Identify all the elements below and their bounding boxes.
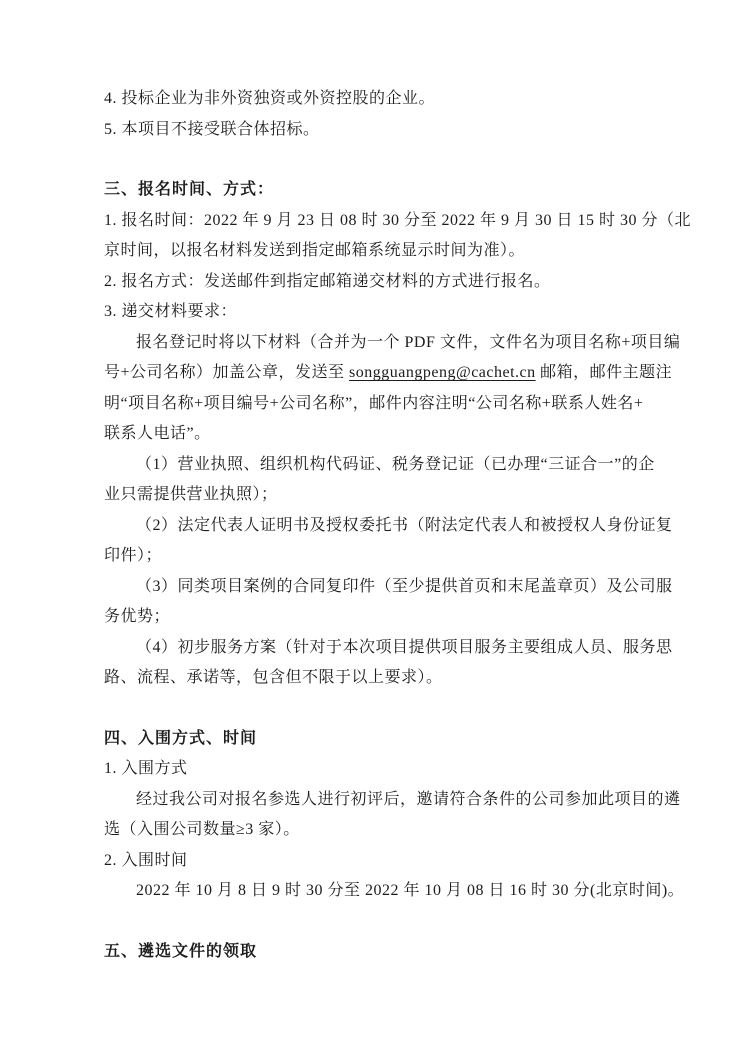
section-heading-5-document-collection: 五、遴选文件的领取 (104, 942, 258, 960)
document-content (104, 84, 692, 967)
registration-time-line-1: 1. 报名时间：2022 年 9 月 23 日 08 时 30 分至 2022 年 9 月 30 日 15 时 30 分（北 (104, 211, 692, 229)
material-item-2-line-2: 印件）； (104, 547, 163, 564)
materials-intro-line-2 (104, 358, 676, 389)
materials-intro-line-4: 联系人电话”。 (104, 425, 211, 442)
material-item-1-line-2: 业只需提供营业执照）； (104, 486, 278, 503)
section-heading-4-shortlist: 四、入围方式、时间 (104, 729, 258, 747)
registration-time-line-2: 京时间，以报名材料发送到指定邮箱系统显示时间为准）。 (104, 242, 526, 259)
condition-item-4: 4. 投标企业为非外资独资或外资控股的企业。 (104, 90, 436, 107)
shortlist-time-label: 2. 入围时间 (104, 851, 188, 869)
material-item-3-line-2: 务优势； (104, 608, 171, 625)
material-item-4-line-1: （4）初步服务方案（针对于本次项目提供项目服务主要组成人员、服务思 (136, 638, 673, 656)
materials-intro-line-3: 明“项目名称+项目编号+公司名称”，邮件内容注明“公司名称+联系人姓名+ (104, 394, 644, 412)
registration-method-line: 2. 报名方式：发送邮件到指定邮箱递交材料的方式进行报名。 (104, 272, 551, 290)
shortlist-method-line-1: 经过我公司对报名参选人进行初评后，邀请符合条件的公司参加此项目的遴 (136, 790, 681, 808)
shortlist-method-line-2: 选（入围公司数量≥3 家）。 (104, 821, 300, 838)
shortlist-time-line: 2022 年 10 月 8 日 9 时 30 分至 2022 年 10 月 08 日 16 时 30 分(北京时间)。 (136, 882, 685, 899)
email-link[interactable]: songguangpeng@cachet.cn (349, 364, 536, 381)
email-post-text: 邮箱，邮件主题注 (535, 364, 673, 381)
material-item-4-line-2: 路、流程、承诺等，包含但不限于以上要求）。 (104, 669, 443, 686)
materials-requirement-label: 3. 递交材料要求： (104, 303, 238, 320)
material-item-3-line-1: （3）同类项目案例的合同复印件（至少提供首页和末尾盖章页）及公司服 (136, 577, 673, 595)
section-heading-3-registration: 三、报名时间、方式： (104, 181, 275, 198)
condition-item-5: 5. 本项目不接受联合体招标。 (104, 120, 320, 138)
shortlist-method-label: 1. 入围方式 (104, 760, 188, 777)
material-item-1-line-1: （1）营业执照、组织机构代码证、税务登记证（已办理“三证合一”的企 (136, 455, 655, 473)
material-item-2-line-1: （2）法定代表人证明书及授权委托书（附法定代表人和被授权人身份证复 (136, 516, 673, 534)
email-pre-text: 号+公司名称）加盖公章，发送至 (104, 364, 350, 381)
materials-intro-line-1: 报名登记时将以下材料（合并为一个 PDF 文件，文件名为项目名称+项目编 (136, 333, 681, 351)
